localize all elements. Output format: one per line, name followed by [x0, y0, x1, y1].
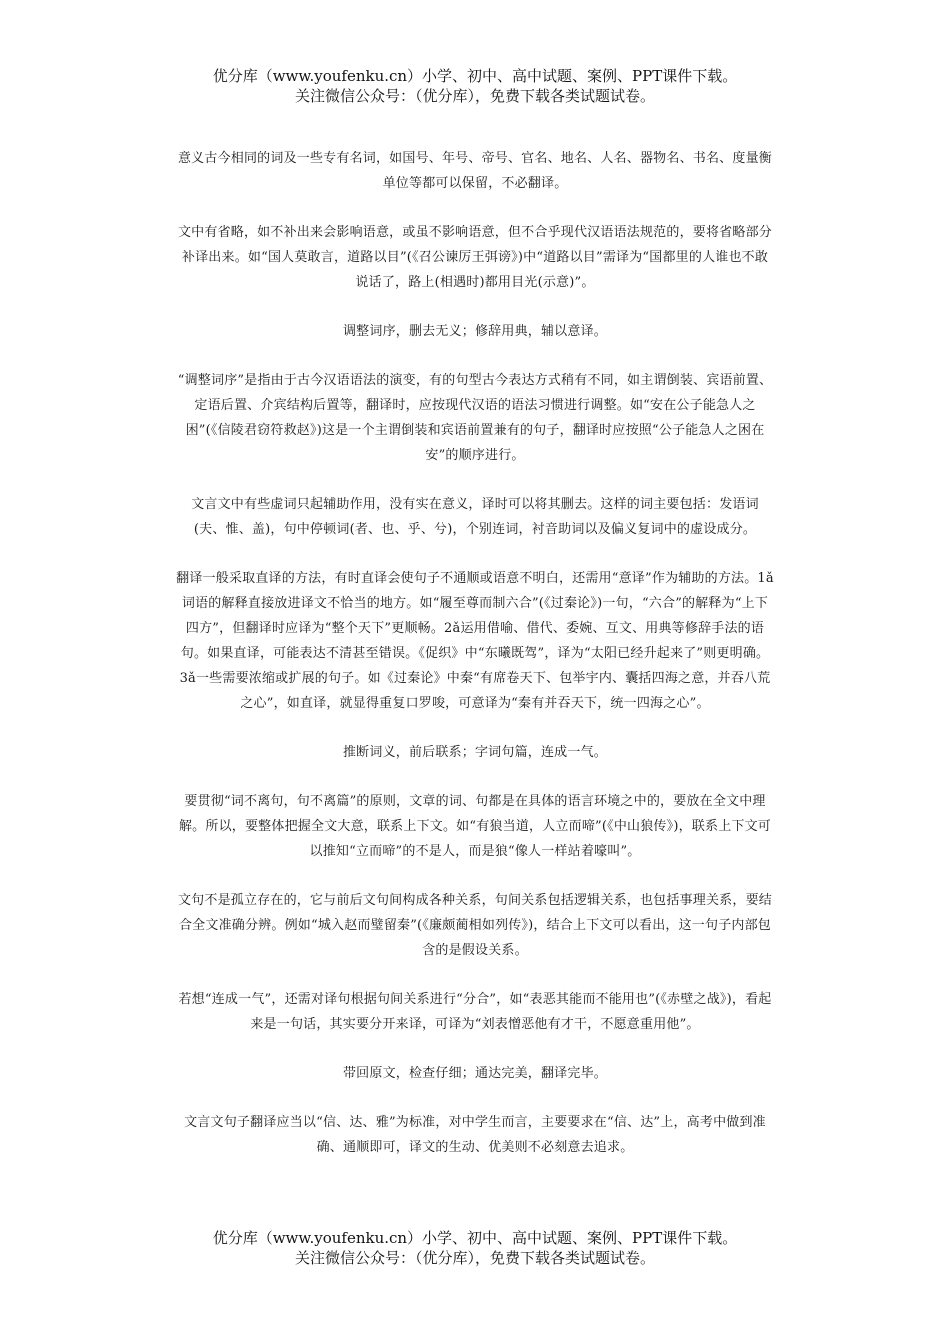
header-line-2: 关注微信公众号：（优分库），免费下载各类试题试卷。 [294, 87, 655, 105]
paragraph: 文中有省略，如不补出来会影响语意，或虽不影响语意，但不合乎现代汉语语法规范的，要将省略部分补译出来。如“国人莫敢言，道路以目”(《召公谏厉王弭谤》)中“道路以目”需译为“国都里的人谁也不敢说话了，路上(相遇时)都用目光(示意)”。 [177, 225, 772, 290]
paragraph: 若想“连成一气”，还需对译句根据句间关系进行“分合”，如“表恶其能而不能用也”(《赤壁之战》)，看起来是一句话，其实要分开来译，可译为“刘表憎恶他有才干，不愿意重用他”。 [178, 992, 772, 1032]
footer-line-2: 关注微信公众号：（优分库），免费下载各类试题试卷。 [294, 1249, 655, 1267]
footer-line-1: 优分库（www.youfenku.cn）小学、初中、高中试题、案例、PPT课件下载。 [212, 1229, 738, 1247]
section-heading: 推断词义，前后联系；字词句篇，连成一气。 [342, 745, 607, 760]
paragraph: 要贯彻“词不离句，句不离篇”的原则，文章的词、句都是在具体的语言环境之中的，要放在全文中理解。所以，要整体把握全文大意，联系上下文。如“有狼当道，人立而啼”(《中山狼传》)，联系上下文可以推知“立而啼”的不是人，而是狼“像人一样站着嚎叫”。 [178, 794, 772, 859]
paragraph: 意义古今相同的词及一些专有名词，如国号、年号、帝号、官名、地名、人名、器物名、书名、度量衡单位等都可以保留，不必翻译。 [177, 151, 772, 191]
paragraph: 翻译一般采取直译的方法，有时直译会使句子不通顺或语意不明白，还需用“意译”作为辅助的方法。1ǎ词语的解释直接放进译文不恰当的地方。如“履至尊而制六合”(《过秦论》)一句，“六合”的解释为“上下四方”，但翻译时应译为“整个天下”更顺畅。2ǎ运用借喻、借代、委婉、互文、用典等修辞手法的语句。如果直译，可能表达不清甚至错误。《促织》中“东曦既驾”，译为“太阳已经升起来了”则更明确。3ǎ一些需要浓缩或扩展的句子。如《过秦论》中秦“有席卷天下、包举宇内、囊括四海之意，并吞八荒之心”，如直译，就显得重复口罗唆，可意译为“秦有并吞天下，统一四海之心”。 [176, 571, 774, 711]
paragraph: “调整词序”是指由于古今汉语语法的演变，有的句型古今表达方式稍有不同，如主谓倒装、宾语前置、定语后置、介宾结构后置等，翻译时，应按现代汉语的语法习惯进行调整。如“安在公子能急人之困”(《信陵君窃符救赵》)这是一个主谓倒装和宾语前置兼有的句子，翻译时应按照“公子能急人之困在安”的顺序进行。 [177, 373, 773, 463]
paragraph: 文言文中有些虚词只起辅助作用，没有实在意义，译时可以将其删去。这样的词主要包括：发语词(夫、惟、盖)，句中停顿词(者、也、乎、兮)，个别连词，衬音助词以及偏义复词中的虚设成分。 [191, 497, 759, 537]
header-line-1: 优分库（www.youfenku.cn）小学、初中、高中试题、案例、PPT课件下载。 [212, 67, 738, 85]
section-heading: 调整词序，删去无义；修辞用典，辅以意译。 [342, 324, 607, 339]
document-body [176, 146, 774, 1184]
section-heading: 带回原文，检查仔细；通达完美，翻译完毕。 [342, 1066, 607, 1081]
paragraph: 文句不是孤立存在的，它与前后文句间构成各种关系，句间关系包括逻辑关系，也包括事理关系，要结合全文准确分辨。例如“城入赵而璧留秦”(《廉颇蔺相如列传》)，结合上下文可以看出，这一句子内部包含的是假设关系。 [177, 893, 772, 958]
header-banner [0, 66, 950, 106]
paragraph: 文言文句子翻译应当以“信、达、雅”为标准，对中学生而言，主要要求在“信、达”上，高考中做到准确、通顺即可，译文的生动、优美则不必刻意去追求。 [184, 1115, 766, 1155]
footer-banner [0, 1228, 950, 1268]
